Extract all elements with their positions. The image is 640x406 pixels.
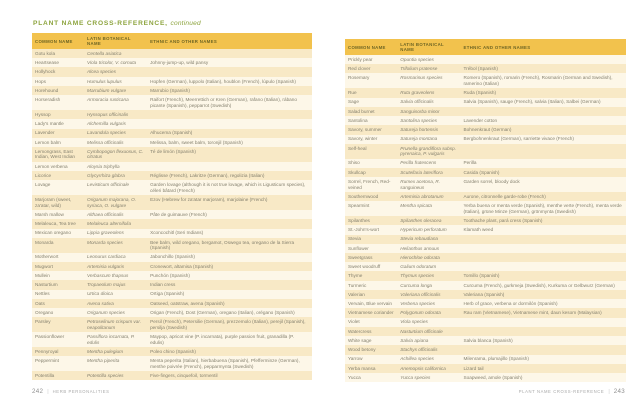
latin-name-cell: Stachys officinalis [400, 347, 438, 353]
common-name-cell: Rue [348, 90, 357, 96]
table-row [345, 177, 626, 192]
table-row [345, 144, 626, 159]
common-name-cell: Hollyhock [35, 69, 56, 75]
table-row [32, 280, 312, 289]
ethnic-names-cell: Ortiga (Spanish) [150, 291, 185, 297]
plant-table-right [345, 39, 626, 382]
common-name-cell: Sweet woodruff [348, 264, 381, 270]
table-row [32, 195, 312, 210]
latin-name-cell: Melissa officinalis [87, 139, 124, 145]
table-row [345, 201, 626, 216]
latin-name-cell: Tropaeolum majus [87, 282, 126, 288]
table-row [345, 88, 626, 97]
table-row [345, 318, 626, 327]
page-number: 243 [613, 388, 625, 395]
table-row [32, 162, 312, 171]
latin-name-cell: Sanguisorba minor [400, 108, 440, 114]
common-name-cell: Shiso [348, 160, 360, 166]
latin-name-cell: Opuntia species [400, 56, 434, 62]
ethnic-names-cell: Jabonchillo (Spanish) [150, 254, 195, 260]
table-row [345, 73, 626, 88]
table-row [345, 271, 626, 280]
ethnic-names-cell: Ruda (Spanish) [463, 90, 497, 96]
table-row [32, 119, 312, 128]
common-name-cell: Thyme [348, 273, 363, 279]
footer-divider: | [608, 388, 610, 395]
common-name-cell: Savory, summer [348, 127, 382, 133]
common-name-cell: Passionflower [35, 333, 65, 339]
latin-name-cell: Satureja hortensis [400, 127, 439, 133]
latin-name-cell: Verbascum thapsus [87, 272, 129, 278]
common-name-cell: Mugwort [35, 263, 53, 269]
common-name-cell: Watercress [348, 328, 372, 334]
latin-name-cell: Polygonum odorata [400, 310, 441, 316]
common-name-cell: Sorrel, French, Red-veined [348, 178, 391, 190]
ethnic-names-cell: Trébol (Spanish) [463, 66, 498, 72]
common-name-cell: Turmeric [348, 282, 367, 288]
table-row [345, 55, 626, 64]
ethnic-names-cell: Menta peperita (Italian), hierbabuena (Spanish), Pfefferminze (German), menthe poivrée (French), pepparmynta (Swedish) [150, 358, 300, 369]
ethnic-names-cell: Alhucema (Spanish) [150, 130, 193, 136]
page-number: 242 [32, 388, 44, 395]
latin-name-cell: Leonurus cardiaca [87, 254, 126, 260]
header-ethnic-names: ETHNIC AND OTHER NAMES [150, 38, 218, 44]
table-row [32, 332, 312, 347]
ethnic-names-cell: Origan (French), Dost (German), oregano (Italian), orégano (Spanish) [150, 309, 295, 315]
table-row [32, 49, 312, 58]
table-row [32, 371, 312, 380]
table-row [32, 129, 312, 138]
common-name-cell: Lovage [35, 182, 51, 188]
table-row [345, 235, 626, 244]
table-row [345, 225, 626, 234]
common-name-cell: Spilanthes [348, 217, 370, 223]
ethnic-names-cell: Oatseed, oatstraw, avena (Spanish) [150, 300, 225, 306]
ethnic-names-cell: Lizard tail [463, 365, 484, 371]
latin-name-cell: Helianthus annuus [400, 245, 440, 251]
latin-name-cell: Urtica dioica [87, 291, 113, 297]
table-row [345, 98, 626, 107]
table-body-right [345, 55, 626, 382]
ethnic-names-cell: Marrubio (Spanish) [150, 87, 190, 93]
table-row [32, 77, 312, 86]
latin-name-cell: Glycyrrhiza glabra [87, 172, 125, 178]
table-row [32, 253, 312, 262]
ethnic-names-cell: Cronewort, altamisa (Spanish) [150, 263, 214, 269]
ethnic-names-cell: Curcuma (French), gurkmeja (Swedish), Kurkuma or Gelbwurz (German) [463, 282, 615, 288]
table-row [345, 116, 626, 125]
ethnic-names-cell: Perilla [463, 160, 477, 166]
running-head: PLANT NAME CROSS-REFERENCE [518, 389, 605, 394]
ethnic-names-cell: Aurone, citronnelle garde-robe (French) [463, 193, 546, 199]
table-row [32, 95, 312, 110]
latin-name-cell: Mentha pulegium [87, 348, 124, 354]
ethnic-names-cell: Herb of grace, verbena or dormilón (Spanish) [463, 300, 558, 306]
table-row [32, 347, 312, 356]
table-row [345, 373, 626, 382]
latin-name-cell: Satureja montana [400, 136, 438, 142]
latin-name-cell: Lippia graveolens [87, 230, 124, 236]
latin-name-cell: Cymbopogon flexuosus, C. citratus [87, 148, 144, 160]
table-row [32, 317, 312, 332]
page-title-continued: continued [170, 20, 201, 27]
latin-name-cell: Melaleuca alternifolia [87, 221, 132, 227]
ethnic-names-cell: Rau ram (Vietnamese), Vietnamese mint, daun kesom (Malaysian) [463, 310, 602, 316]
common-name-cell: Pennyroyal [35, 348, 59, 354]
common-name-cell: Mullein [35, 272, 50, 278]
common-name-cell: Yarrow [348, 356, 363, 362]
common-name-cell: Marjoram (sweet, za'atar, wild) [35, 197, 72, 208]
common-name-cell: Oats [35, 300, 45, 306]
common-name-cell: Parsley [35, 319, 51, 325]
table-row [32, 219, 312, 228]
common-name-cell: Melaleuca, Tea tree [35, 221, 76, 227]
common-name-cell: Lady's mantle [35, 121, 64, 127]
common-name-cell: Prickly pear [348, 56, 373, 62]
table-row [345, 159, 626, 168]
common-name-cell: Wood betony [348, 347, 376, 353]
running-head: HERB PERSONALITIES [52, 389, 110, 394]
table-row [345, 192, 626, 201]
common-name-cell: Yucca [348, 374, 361, 380]
ethnic-names-cell: Té de limón (Spanish) [150, 148, 196, 154]
ethnic-names-cell: Casida (Spanish) [463, 169, 500, 175]
table-row [345, 168, 626, 177]
latin-name-cell: Viola species [400, 319, 428, 325]
footer-right [519, 388, 625, 395]
latin-name-cell: Monarda species [87, 239, 123, 245]
table-row [345, 364, 626, 373]
latin-name-cell: Mentha spicata [400, 203, 433, 208]
common-name-cell: Horehound [35, 87, 59, 93]
table-row [345, 216, 626, 225]
latin-name-cell: Armoracia rusticana [87, 96, 129, 102]
latin-name-cell: Curcuma longa [400, 282, 433, 288]
ethnic-names-cell: Ezov (Hebrew for za'atar marjoram), marjolaine (French) [150, 197, 268, 202]
table-row [345, 299, 626, 308]
common-name-cell: Valerian [348, 291, 365, 297]
table-row [32, 147, 312, 162]
ethnic-names-cell: Pâte de guimauve (French) [150, 211, 207, 217]
latin-name-cell: Lavandula species [87, 130, 126, 136]
common-name-cell: Violet [348, 319, 360, 325]
latin-name-cell: Salvia apiana [400, 337, 429, 343]
ethnic-names-cell: Garden sorrel, bloody dock [463, 178, 520, 184]
table-row [345, 308, 626, 317]
table-row [345, 244, 626, 253]
common-name-cell: Mexican oregano [35, 230, 71, 236]
latin-name-cell: Santolina species [400, 117, 437, 123]
ethnic-names-cell: Lavender cotton [463, 117, 498, 123]
common-name-cell: Oregano [35, 309, 54, 315]
latin-name-cell: Passiflora incarnata, P. edulis [87, 333, 135, 345]
header-latin-name: LATIN BOTANICAL NAME [87, 36, 131, 46]
ethnic-names-cell: Melissa, balm, sweet balm, toronjil (Spanish) [150, 139, 243, 145]
latin-name-cell: Rumex acetosa, R. sanguineus [400, 178, 441, 190]
ethnic-names-cell: Romero (Spanish), romarin (French), Rosmarin (German and Swedish), ramerino (Italian) [463, 75, 613, 86]
ethnic-names-cell: Klamath weed [463, 227, 494, 233]
table-row [32, 271, 312, 280]
common-name-cell: Monarda [35, 239, 54, 245]
ethnic-names-cell: Maypop, apricot vine (P. incarnata), purple passion fruit, granadilla (P. edulis) [150, 333, 294, 345]
ethnic-names-cell: Persil (French), Petersilie (German), prezzemolo (Italian), perejil (Spanish), persilja (Swedish) [150, 319, 306, 330]
latin-name-cell: Salvia officinalis [400, 99, 434, 105]
common-name-cell: Heartsease [35, 60, 59, 66]
ethnic-names-cell: Valeriana (Spanish) [463, 291, 505, 297]
table-row [32, 138, 312, 147]
latin-name-cell: Hypericum perforatum [400, 227, 447, 233]
latin-name-cell: Ruta graveolens [400, 90, 435, 96]
common-name-cell: Marsh mallow [35, 211, 64, 217]
latin-name-cell: Yucca species [400, 374, 431, 380]
ethnic-names-cell: Toothache plant, pará cress (Spanish) [463, 217, 543, 223]
common-name-cell: Nettles [35, 291, 50, 297]
header-ethnic-names: ETHNIC AND OTHER NAMES [463, 44, 531, 50]
common-name-cell: Santolina [348, 117, 368, 123]
table-row [32, 58, 312, 67]
table-row [345, 355, 626, 364]
table-row [345, 345, 626, 354]
common-name-cell: Licorice [35, 172, 52, 178]
ethnic-names-cell: Salvia blanca (Spanish) [463, 337, 513, 343]
table-row [32, 86, 312, 95]
common-name-cell: Gotu kola [35, 50, 56, 56]
common-name-cell: Spearmint [348, 203, 370, 208]
latin-name-cell: Artemisia abrotanum [400, 193, 444, 199]
ethnic-names-cell: Garden lovage (although it is not true lovage, which is Ligusticum species), céleri bâtard (French) [150, 182, 306, 193]
ethnic-names-cell: Xconcochitl (Seri Indians) [150, 230, 204, 236]
table-row [345, 327, 626, 336]
table-row [32, 210, 312, 219]
footer-left [32, 388, 110, 395]
latin-name-cell: Rosmarinus species [400, 75, 443, 81]
table-row [345, 135, 626, 144]
ethnic-names-cell: Johnny-jump-up, wild pansy [150, 60, 209, 66]
table-row [32, 238, 312, 253]
ethnic-names-cell: Yerba buena or menta verde (Spanish), menthe verte (French), menta verde (Italian), grüne Minze (German), grönmynta (Swedish) [463, 203, 622, 214]
ethnic-names-cell: Bohnenkraut (German) [463, 127, 512, 133]
table-row [32, 299, 312, 308]
table-row [32, 262, 312, 271]
common-name-cell: St.-John's-wort [348, 227, 380, 233]
latin-name-cell: Origanum majorana, O. syriaca, O. vulgare [87, 197, 137, 208]
common-name-cell: Salad burnet [348, 108, 375, 114]
latin-name-cell: Viola tricolor, V. cornuta [87, 60, 137, 66]
common-name-cell: Self-heal [348, 145, 367, 151]
latin-name-cell: Humulus lupulus [87, 78, 122, 84]
table-row [32, 308, 312, 317]
common-name-cell: Hyssop [35, 111, 51, 117]
common-name-cell: Rosemary [348, 75, 370, 81]
latin-name-cell: Levisticum officinale [87, 182, 129, 188]
common-name-cell: Lemongrass, East Indian, West Indian [35, 148, 76, 160]
common-name-cell: Savory, winter [348, 136, 378, 142]
ethnic-names-cell: Hopfen (German), luppolo (Italian), houblon (French), lúpulo (Spanish) [150, 78, 296, 84]
header-common-name: COMMON NAME [348, 44, 386, 50]
ethnic-names-cell: Salvia (Spanish), sauge (French), salvia (Italian), Salbei (German) [463, 99, 601, 105]
table-row [32, 290, 312, 299]
right-page [345, 39, 626, 382]
ethnic-names-cell: Poleo chino (Spanish) [150, 348, 196, 354]
ethnic-names-cell: Five-fingers, cinquefoil, tormentil [150, 372, 218, 378]
latin-name-cell: Potentilla species [87, 372, 124, 378]
common-name-cell: Red clover [348, 66, 371, 72]
ethnic-names-cell: Bee balm, wild oregano, bergamot, Oswego tea, oregano de la Sierra (Spanish) [150, 239, 295, 251]
ethnic-names-cell: Raifort (French), Meerrettich or Kren (German), rafano (Italian), rábano picante (Spanish), pepparrot (Swedish) [150, 96, 297, 108]
table-body-left [32, 49, 312, 380]
common-name-cell: Motherwort [35, 254, 59, 260]
ethnic-names-cell: Milenrama, plumajillo (Spanish) [463, 356, 529, 362]
table-row [32, 67, 312, 76]
table-row [345, 290, 626, 299]
common-name-cell: Skullcap [348, 169, 366, 175]
ethnic-names-cell: Punchón (Spanish) [150, 272, 190, 278]
latin-name-cell: Galium odoratum [400, 264, 437, 270]
common-name-cell: Nasturtium [35, 282, 58, 288]
ethnic-names-cell: Tomillo (Spanish) [463, 273, 500, 279]
latin-name-cell: Althaea officinalis [87, 211, 124, 217]
plant-table-left [32, 33, 312, 380]
latin-name-cell: Stevia rebaudiana [400, 236, 439, 242]
common-name-cell: Peppermint [35, 358, 59, 364]
latin-name-cell: Perilla frutescens [400, 160, 437, 166]
ethnic-names-cell: Réglisse (French), Lakritze (German), regolizia (Italian) [150, 172, 265, 178]
table-row [345, 125, 626, 134]
latin-name-cell: Prunella grandiflora subsp. pyrenaica, P. vulgaris [400, 145, 457, 157]
table-row [32, 171, 312, 180]
table-header-row [345, 39, 626, 55]
table-row [345, 281, 626, 290]
ethnic-names-cell: Bergbohnenkraut (German), sarriette vivace (French) [463, 136, 574, 142]
latin-name-cell: Trifolium pratense [400, 66, 438, 72]
table-row [345, 107, 626, 116]
common-name-cell: Hops [35, 78, 46, 84]
table-row [345, 262, 626, 271]
common-name-cell: Yerba mansa [348, 365, 376, 371]
common-name-cell: Sweetgrass [348, 254, 373, 260]
left-page [32, 20, 312, 380]
latin-name-cell: Anemopsis californica [400, 365, 446, 371]
common-name-cell: Lemon balm [35, 139, 61, 145]
common-name-cell: Lavender [35, 130, 55, 136]
page-title-text: PLANT NAME CROSS-REFERENCE, [33, 20, 168, 27]
header-latin-name: LATIN BOTANICAL NAME [400, 42, 444, 52]
latin-name-cell: Petroselinum crispum var. neapolitanum [87, 319, 142, 330]
latin-name-cell: Thymus species [400, 273, 435, 279]
common-name-cell: Southernwood [348, 193, 379, 199]
common-name-cell: White sage [348, 337, 372, 343]
table-row [345, 64, 626, 73]
latin-name-cell: Origanum species [87, 309, 125, 315]
page-title [33, 20, 312, 27]
latin-name-cell: Hyssopus officinalis [87, 111, 129, 117]
latin-name-cell: Spilanthes oleracea [400, 217, 442, 223]
latin-name-cell: Valeriana officinalis [400, 291, 441, 297]
common-name-cell: Stevia [348, 236, 362, 242]
ethnic-names-cell: Soapweed, amole (Spanish) [463, 374, 523, 380]
latin-name-cell: Achillea species [400, 356, 434, 362]
common-name-cell: Vervain, Blue vervain [348, 300, 393, 306]
latin-name-cell: Aloysia triphylla [87, 163, 120, 169]
common-name-cell: Potentilla [35, 372, 55, 378]
common-name-cell: Horseradish [35, 96, 61, 102]
header-common-name: COMMON NAME [35, 38, 73, 44]
latin-name-cell: Alcea species [87, 69, 116, 75]
latin-name-cell: Hierochloe odorata [400, 254, 440, 260]
latin-name-cell: Nasturtium officinale [400, 328, 443, 334]
latin-name-cell: Verbena species [400, 300, 435, 306]
latin-name-cell: Avena sativa [87, 300, 114, 306]
table-row [32, 229, 312, 238]
latin-name-cell: Mentha piperita [87, 358, 120, 364]
table-row [32, 180, 312, 195]
common-name-cell: Sage [348, 99, 359, 105]
table-row [345, 253, 626, 262]
footer-divider: | [47, 388, 49, 395]
ethnic-names-cell: Indian cress [150, 282, 176, 288]
common-name-cell: Vietnamese coriander [348, 310, 394, 316]
latin-name-cell: Alchemilla vulgaris [87, 121, 126, 127]
latin-name-cell: Scutellaria lateriflora [400, 169, 443, 175]
latin-name-cell: Artemisia vulgaris [87, 263, 125, 269]
table-header-row [32, 33, 312, 49]
common-name-cell: Lemon verbena [35, 163, 68, 169]
common-name-cell: Sunflower [348, 245, 369, 251]
table-row [32, 356, 312, 371]
table-row [345, 336, 626, 345]
latin-name-cell: Centella asiatica [87, 50, 122, 56]
table-row [32, 110, 312, 119]
latin-name-cell: Marrubium vulgare [87, 87, 127, 93]
